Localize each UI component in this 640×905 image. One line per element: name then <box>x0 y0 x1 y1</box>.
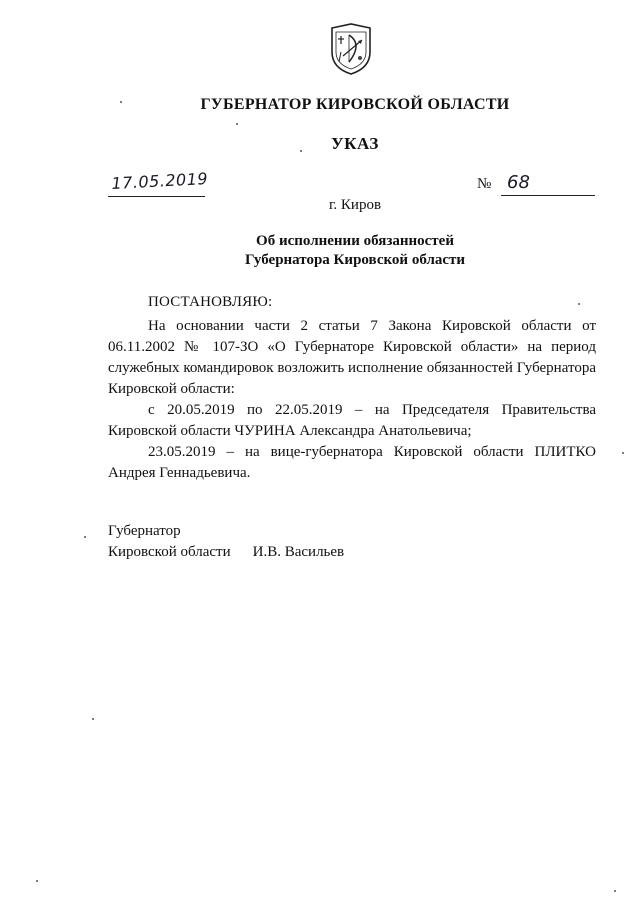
decree-word: ПОСТАНОВЛЯЮ: <box>148 294 273 310</box>
subject-heading <box>0 232 640 270</box>
scan-speck <box>300 150 302 152</box>
date-field <box>108 168 209 197</box>
scan-speck <box>578 303 580 305</box>
signature-title-line-2 <box>108 542 344 563</box>
signature-block <box>108 521 344 563</box>
number-underline <box>501 195 595 196</box>
coat-of-arms-icon <box>329 22 373 76</box>
signature-region: Кировской области <box>108 544 231 560</box>
subject-line-1: Об исполнении обязанностей <box>256 233 454 249</box>
signature-name: И.В. Васильев <box>252 544 345 560</box>
city: г. Киров <box>328 197 382 213</box>
scan-speck <box>92 718 94 720</box>
signature-title-line-1: Губернатор <box>108 523 181 539</box>
authority-title: ГУБЕРНАТОР КИРОВСКОЙ ОБЛАСТИ <box>200 96 510 113</box>
subject-line-2: Губернатора Кировской области <box>244 252 466 268</box>
scan-speck <box>622 452 624 454</box>
paragraph-period-2: 23.05.2019 – на вице-губернатора Кировской области ПЛИТКО Андрея Геннадьевича. <box>108 444 596 481</box>
paragraph-basis: На основании части 2 статьи 7 Закона Кировской области от 06.11.2002 № 107-ЗО «О Губернаторе Кировской области» на период служебных командировок возложить исполнение обязанностей Губернатора Кировской области: <box>108 318 596 397</box>
document-type: УКАЗ <box>331 134 379 153</box>
document-number <box>477 174 595 196</box>
scan-speck <box>236 123 238 125</box>
scan-speck <box>120 101 122 103</box>
paragraph-period-1: с 20.05.2019 по 22.05.2019 – на Председателя Правительства Кировской области ЧУРИНА Александра Анатольевича; <box>108 402 596 439</box>
date-handwritten: 17.05.2019 <box>111 168 209 193</box>
scan-speck <box>36 880 38 882</box>
number-handwritten: 68 <box>507 172 530 193</box>
number-sign: № <box>477 176 492 192</box>
decree-body <box>108 316 596 484</box>
scan-speck <box>614 890 616 892</box>
scan-speck <box>84 536 86 538</box>
